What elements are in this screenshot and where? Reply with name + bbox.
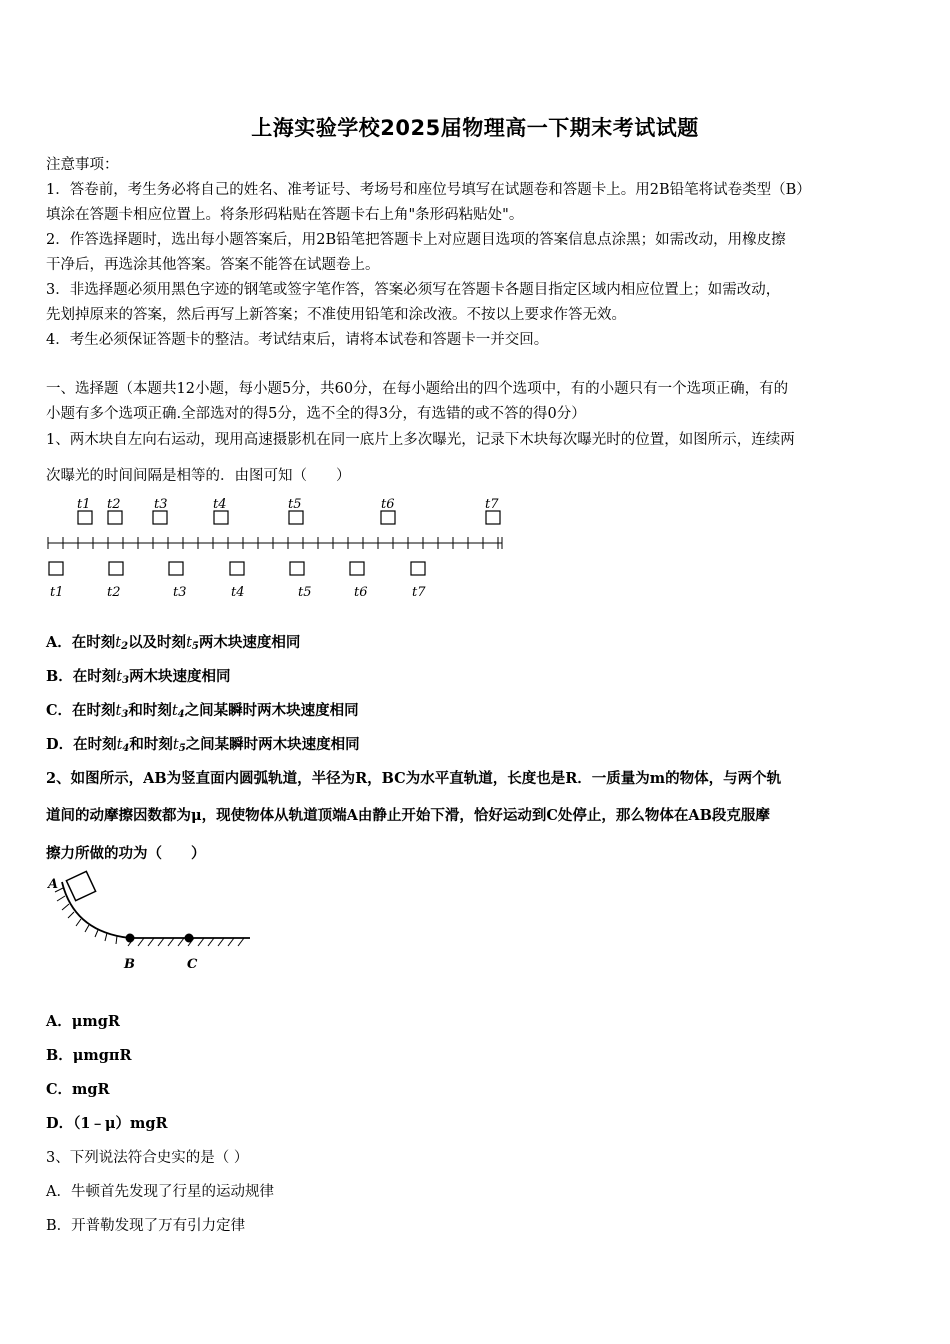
upper-block <box>108 511 122 524</box>
section-heading: 小题有多个选项正确.全部选对的得5分，选不全的得3分，有选错的或不答的得0分） <box>46 406 586 422</box>
section-heading: 一、选择题（本题共12小题，每小题5分，共60分，在每小题给出的四个选项中，有的小题只有一个选项正确，有的 <box>46 381 789 397</box>
question-3-option-b: B．开普勒发现了万有引力定律 <box>46 1218 246 1234</box>
top-label-t2: t2 <box>107 497 121 512</box>
label-c: C <box>187 957 198 972</box>
upper-block <box>78 511 92 524</box>
sliding-block <box>66 871 95 900</box>
notice-line: 2．作答选择题时，选出每小题答案后，用2B铅笔把答题卡上对应题目选项的答案信息点涂黑；如需改动，用橡皮擦 <box>46 232 786 248</box>
upper-block <box>381 511 395 524</box>
upper-block <box>214 511 228 524</box>
question-1-option-a: A．在时刻$t_2$以及时刻$t_5$两木块速度相同 <box>46 634 301 652</box>
bottom-label-t4: t4 <box>231 585 245 600</box>
question-1-stem: 1、两木块自左向右运动，现用高速摄影机在同一底片上多次曝光，记录下木块每次曝光时的位置，如图所示，连续两 <box>46 432 795 448</box>
question-2-stem: 2、如图所示，AB为竖直面内圆弧轨道，半径为R，BC为水平直轨道，长度也是R．一质量为m的物体，与两个轨 <box>46 770 782 787</box>
bottom-label-t7: t7 <box>412 585 426 600</box>
question-3-stem: 3、下列说法符合史实的是（ ） <box>46 1150 249 1166</box>
top-label-t4: t4 <box>213 497 227 512</box>
question-2-option-a: A．μmgR <box>46 1013 120 1030</box>
upper-block <box>486 511 500 524</box>
upper-block <box>289 511 303 524</box>
notice-line: 先划掉原来的答案，然后再写上新答案；不准使用铅笔和涂改液。不按以上要求作答无效。 <box>46 307 626 323</box>
top-label-t7: t7 <box>485 497 499 512</box>
scale-ruler <box>48 537 502 549</box>
lower-block <box>230 562 244 575</box>
lower-block <box>290 562 304 575</box>
question-2-option-b: B．μmgπR <box>46 1047 132 1064</box>
question-1-option-c: C．在时刻$t_3$和时刻$t_4$之间某瞬时两木块速度相同 <box>46 702 359 720</box>
bottom-label-t3: t3 <box>173 585 187 600</box>
lower-block <box>49 562 63 575</box>
question-1-option-d: D．在时刻$t_4$和时刻$t_5$之间某瞬时两木块速度相同 <box>46 736 360 754</box>
lower-block <box>350 562 364 575</box>
notice-line: 1．答卷前，考生务必将自己的姓名、准考证号、考场号和座位号填写在试题卷和答题卡上。用2B铅笔将试卷类型（B） <box>46 182 811 198</box>
question-1-option-b: B．在时刻$t_3$两木块速度相同 <box>46 668 231 686</box>
lower-block <box>169 562 183 575</box>
top-label-t3: t3 <box>154 497 168 512</box>
top-label-t6: t6 <box>381 497 395 512</box>
question-2-stem: 道间的动摩擦因数都为μ，现使物体从轨道顶端A由静止开始下滑，恰好运动到C处停止，那么物体在AB段克服摩 <box>46 807 770 824</box>
question-1-stem: 次曝光的时间间隔是相等的．由图可知（ ） <box>46 468 351 484</box>
lower-block <box>109 562 123 575</box>
label-b: B <box>124 957 135 972</box>
upper-block <box>153 511 167 524</box>
top-label-t5: t5 <box>288 497 302 512</box>
point-c-marker <box>185 934 194 943</box>
exposure-figure <box>40 490 510 605</box>
bottom-label-t2: t2 <box>107 585 121 600</box>
bottom-label-t1: t1 <box>50 585 64 600</box>
notice-line: 干净后，再选涂其他答案。答案不能答在试题卷上。 <box>46 257 380 273</box>
notice-heading: 注意事项： <box>46 157 119 173</box>
notice-line: 4．考生必须保证答题卡的整洁。考试结束后，请将本试卷和答题卡一并交回。 <box>46 332 549 348</box>
question-2-stem: 擦力所做的功为（ ） <box>46 845 206 862</box>
lower-block <box>411 562 425 575</box>
question-2-option-c: C．mgR <box>46 1081 110 1098</box>
label-a: A <box>48 877 59 892</box>
page-title: 上海实验学校2025届物理高一下期末考试试题 <box>251 116 699 140</box>
top-label-t1: t1 <box>77 497 91 512</box>
point-b-marker <box>126 934 135 943</box>
track-figure <box>44 870 264 975</box>
question-2-option-d: D．（1﹣μ）mgR <box>46 1115 168 1132</box>
notice-line: 3．非选择题必须用黑色字迹的钢笔或签字笔作答，答案必须写在答题卡各题目指定区域内相应位置上；如需改动， <box>46 282 781 298</box>
bottom-label-t5: t5 <box>298 585 312 600</box>
notice-line: 填涂在答题卡相应位置上。将条形码粘贴在答题卡右上角"条形码粘贴处"。 <box>46 207 524 223</box>
bottom-label-t6: t6 <box>354 585 368 600</box>
question-3-option-a: A．牛顿首先发现了行星的运动规律 <box>46 1184 274 1200</box>
